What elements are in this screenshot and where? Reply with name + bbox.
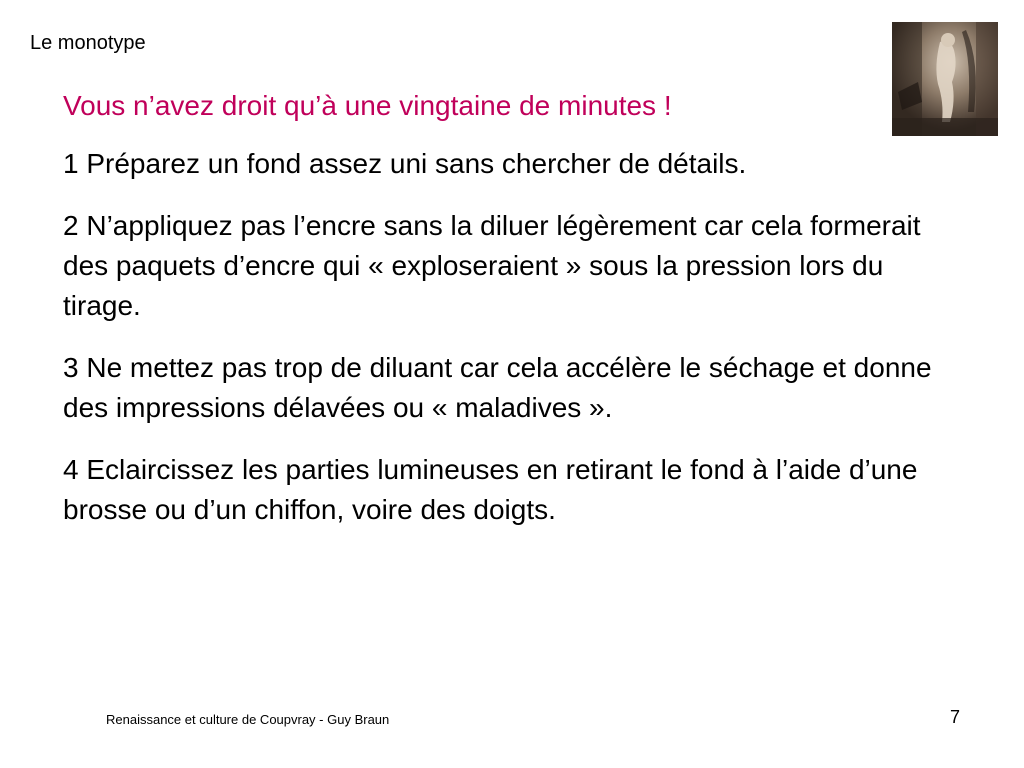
instruction-1: 1 Préparez un fond assez uni sans chercher de détails.	[63, 148, 747, 179]
slide-footer: Renaissance et culture de Coupvray - Guy Braun	[106, 712, 390, 727]
slide-title: Le monotype	[30, 32, 146, 54]
instruction-2: 2 N’appliquez pas l’encre sans la diluer légèrement car cela formerait des paquets d’encre qui « exploseraient » sous la pression lors du tirage.	[63, 210, 921, 321]
instruction-3: 3 Ne mettez pas trop de diluant car cela accélère le séchage et donne des impressions délavées ou « maladives ».	[63, 352, 932, 423]
page-number: 7	[950, 707, 961, 727]
intro-highlight-text: Vous n’avez droit qu’à une vingtaine de minutes !	[63, 90, 672, 121]
instruction-4: 4 Eclaircissez les parties lumineuses en retirant le fond à l’aide d’une brosse ou d’un chiffon, voire des doigts.	[63, 454, 918, 525]
slide-content	[63, 86, 943, 552]
